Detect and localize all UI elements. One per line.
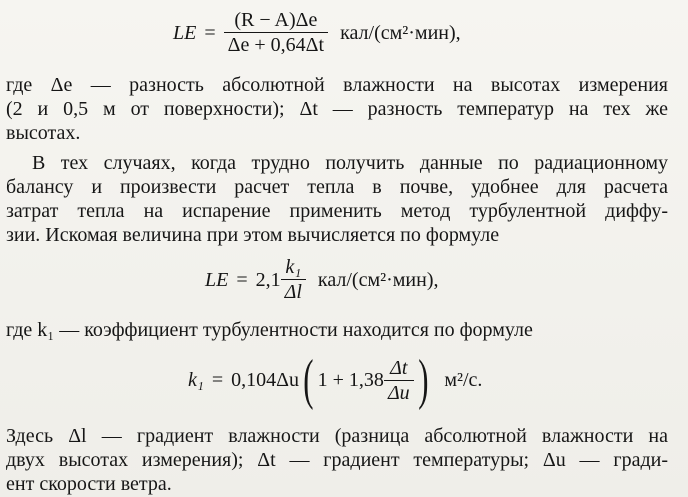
text-line: зии. Искомая величина при этом вычисляется по формуле — [6, 224, 500, 246]
formula-lhs: LE — [173, 21, 197, 44]
equals-sign: = — [211, 369, 224, 391]
paragraph-definitions-2 — [6, 424, 668, 496]
formula-latent-heat-turbulent — [205, 255, 439, 304]
formula-inner-term: 1 + 1,38 — [317, 369, 384, 391]
text-line: В тех случаях, когда трудно получить данные по радиационному — [32, 152, 668, 174]
fraction-denominator: Δu — [384, 380, 414, 405]
text-line: где k₁ — коэффициент турбулентности находится по формуле — [6, 319, 533, 341]
text-line: двух высотах измерения); Δt — градиент температуры; Δu — гради- — [6, 449, 668, 471]
text-line: (2 и 0,5 м от поверхности); Δt — разность температур на тех же — [6, 98, 668, 120]
formula-turbulence-coefficient — [188, 349, 483, 411]
formula-latent-heat-bowen — [173, 8, 461, 57]
fraction-denominator: Δl — [281, 279, 306, 304]
formula-lhs: k₁ — [188, 369, 204, 391]
formula-coefficient: 0,104Δu — [231, 369, 299, 391]
formula-units: кал/(см²·мин), — [317, 268, 439, 291]
fraction-numerator: (R − A)Δe — [234, 9, 318, 31]
fraction — [384, 356, 414, 405]
equals-sign: = — [204, 21, 216, 44]
text-line: высотах. — [6, 122, 81, 144]
fraction-numerator: k₁ — [285, 256, 302, 278]
paragraph-definitions-1 — [6, 73, 668, 145]
fraction — [224, 8, 328, 57]
formula-lhs: LE — [205, 268, 229, 291]
paragraph-turbulent-diffusion — [6, 151, 668, 247]
right-parenthesis: ) — [417, 349, 429, 411]
formula-units: кал/(см²·мин), — [340, 21, 461, 44]
text-line: ент скорости ветра. — [6, 473, 172, 495]
text-line: затрат тепла на испарение применить метод турбулентной диффу- — [6, 200, 668, 222]
fraction-denominator: Δe + 0,64Δt — [224, 32, 328, 57]
formula-units: м²/с. — [444, 369, 483, 391]
paragraph-k1-definition — [6, 318, 668, 342]
fraction-numerator: Δt — [390, 356, 408, 379]
formula-coefficient: 2,1 — [255, 268, 281, 291]
text-line: балансу и произвести расчет тепла в почве, удобнее для расчета — [6, 176, 668, 198]
equals-sign: = — [236, 268, 248, 291]
text-line: где Δe — разность абсолютной влажности на высотах измерения — [6, 74, 668, 96]
fraction — [281, 255, 306, 304]
left-parenthesis: ( — [303, 349, 314, 411]
text-line: Здесь Δl — градиент влажности (разница абсолютной влажности на — [6, 425, 668, 447]
